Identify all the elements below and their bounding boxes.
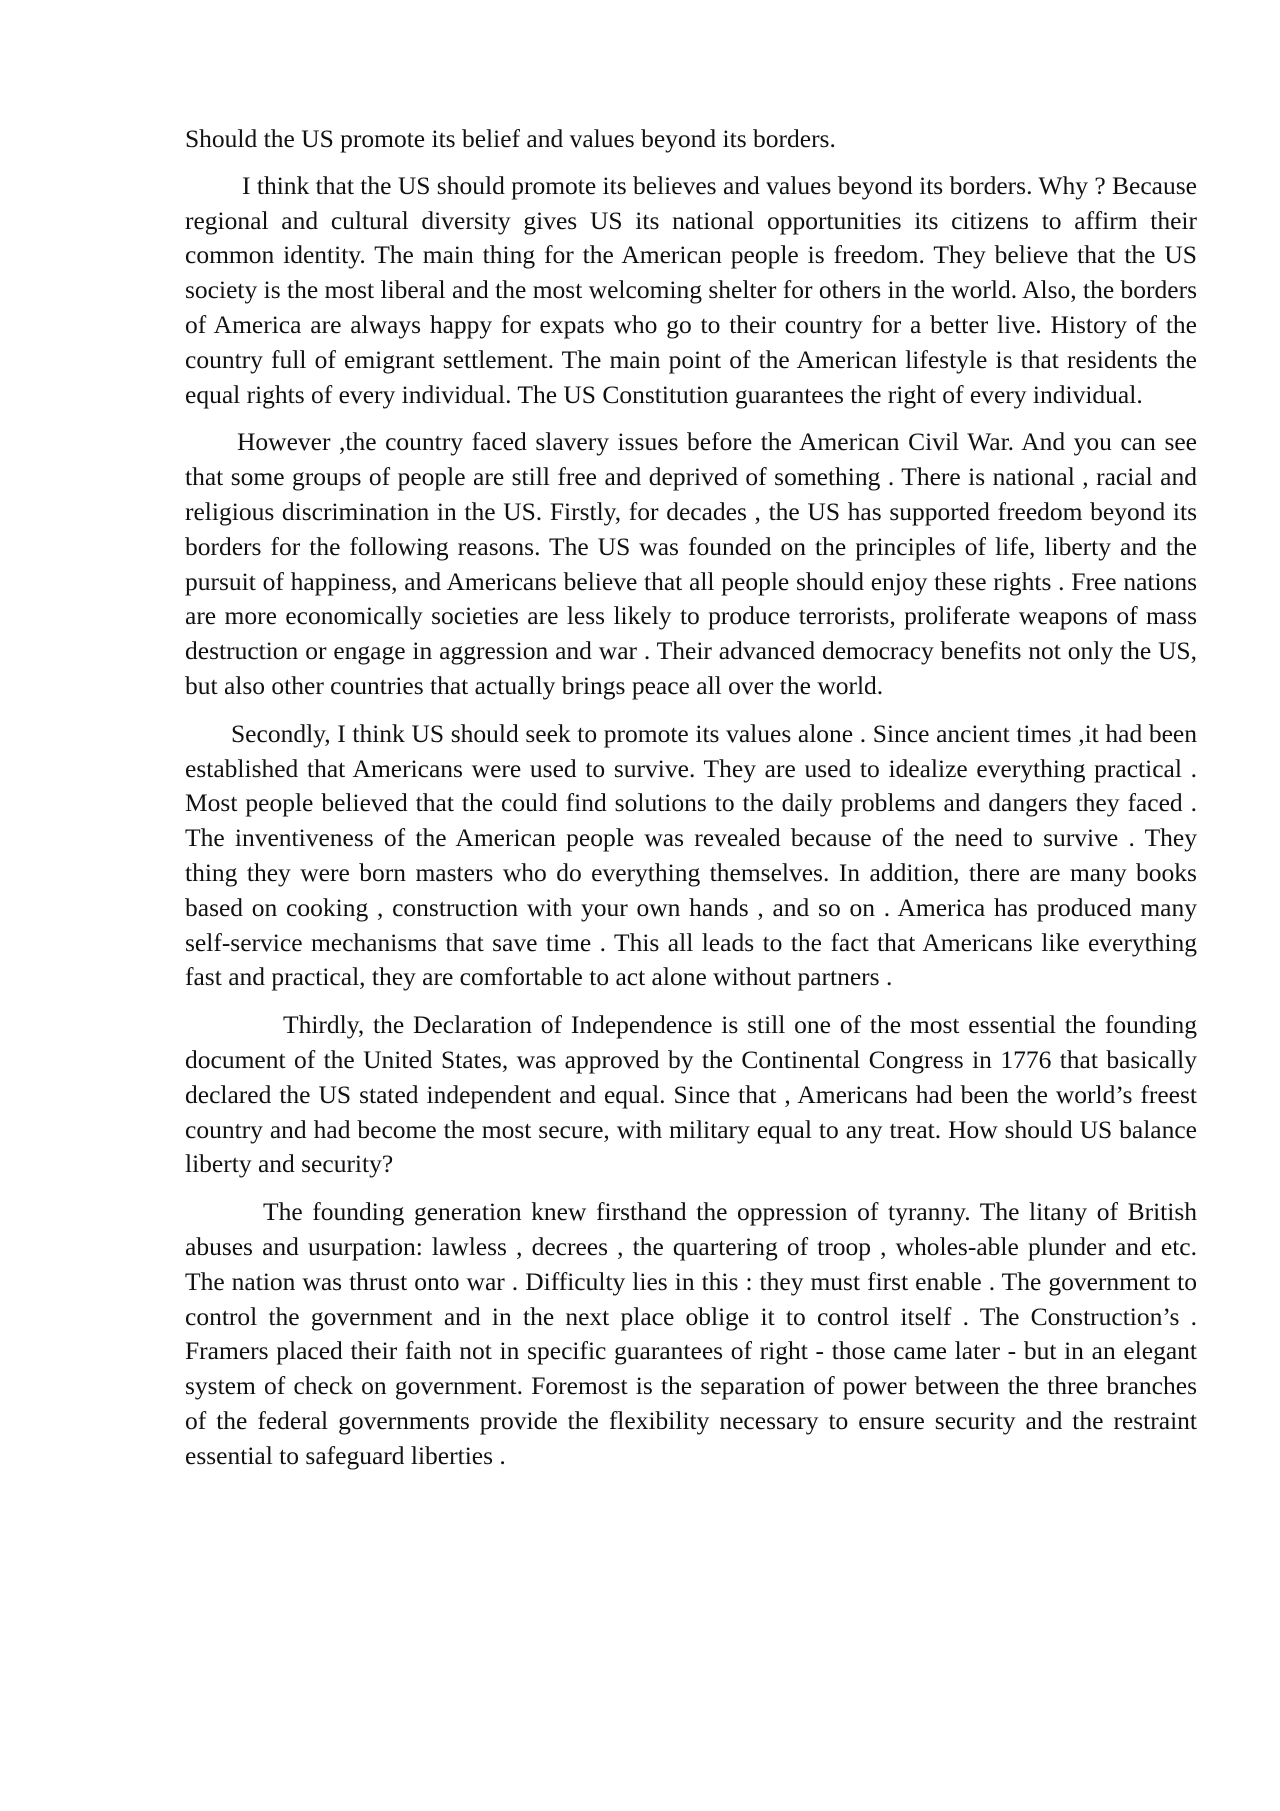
paragraph-5: The founding generation knew firsthand the oppression of tyranny. The litany of British abuses and usurpation: lawless , decrees , the quartering of troop , wholes-able plunder and etc. The nation was thrust onto war . Difficulty lies in this : they must first enable . The government to control the government and in the next place oblige it to control itself . The Construction’s . Framers placed their faith not in specific guarantees of right - those came later - but in an elegant system of check on government. Foremost is the separation of power between the three branches of the federal governments provide the flexibility necessary to ensure security and the restraint essential to safeguard liberties . <box>185 1197 1197 1470</box>
paragraph-4: Thirdly, the Declaration of Independence is still one of the most essential the founding document of the United States, was approved by the Continental Congress in 1776 that basically declared the US stated independent and equal. Since that , Americans had been the world’s freest country and had become the most secure, with military equal to any treat. How should US balance liberty and security? <box>185 1010 1197 1179</box>
paragraph-1: I think that the US should promote its believes and values beyond its borders. Why ? Because regional and cultural diversity gives US its national opportunities its citizens to affirm their common identity. The main thing for the American people is freedom. They believe that the US society is the most liberal and the most welcoming shelter for others in the world. Also, the borders of America are always happy for expats who go to their country for a better live. History of the country full of emigrant settlement. The main point of the American lifestyle is that residents the equal rights of every individual. The US Constitution guarantees the right of every individual. <box>185 170 1198 409</box>
paragraph-2: However ,the country faced slavery issues before the American Civil War. And you can see that some groups of people are still free and deprived of something . There is national , racial and religious discrimination in the US. Firstly, for decades , the US has supported freedom beyond its borders for the following reasons. The US was founded on the principles of life, liberty and the pursuit of happiness, and Americans believe that all people should enjoy these rights . Free nations are more economically societies are less likely to produce terrorists, proliferate weapons of mass destruction or engage in aggression and war . Their advanced democracy benefits not only the US, but also other countries that actually brings peace all over the world. <box>185 427 1197 700</box>
document-title: Should the US promote its belief and values beyond its borders. <box>185 124 836 153</box>
document-body <box>185 122 1197 1486</box>
paragraph-3: Secondly, I think US should seek to promote its values alone . Since ancient times ,it had been established that Americans were used to survive. They are used to idealize everything practical . Most people believed that the could find solutions to the daily problems and dangers they faced . The inventiveness of the American people was revealed because of the need to survive . They thing they were born masters who do everything themselves. In addition, there are many books based on cooking , construction with your own hands , and so on . America has produced many self-service mechanisms that save time . This all leads to the fact that Americans like everything fast and practical, they are comfortable to act alone without partners . <box>185 718 1197 992</box>
